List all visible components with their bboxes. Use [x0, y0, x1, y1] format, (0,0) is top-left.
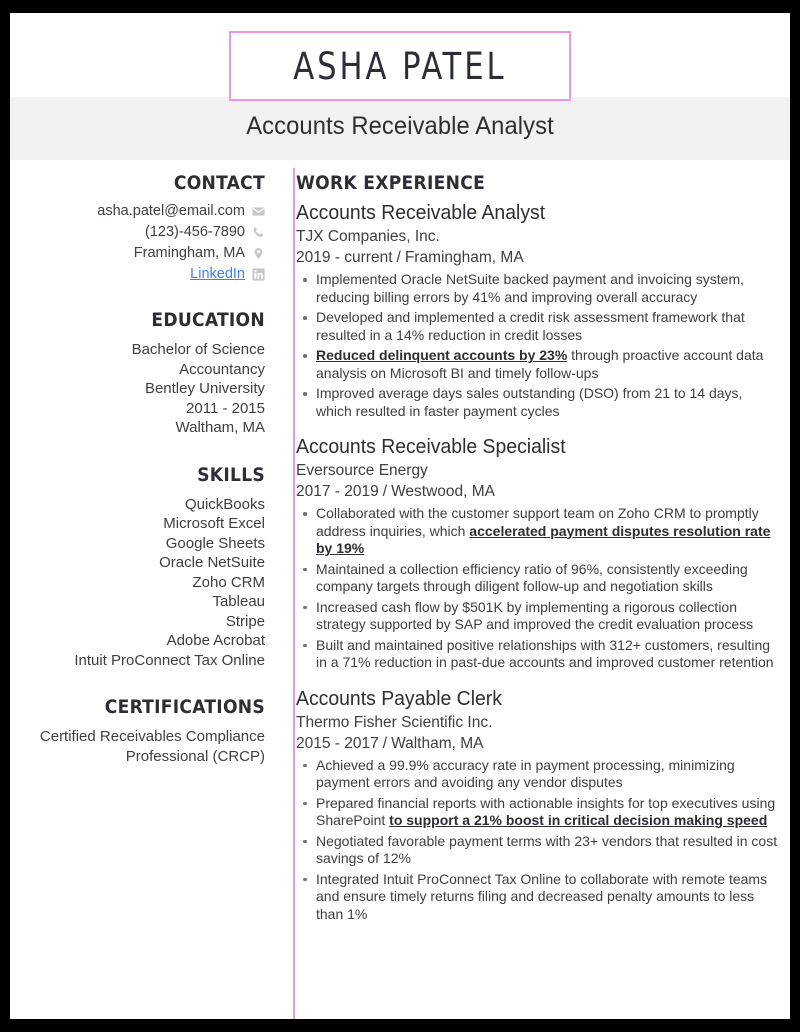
sidebar — [10, 172, 278, 792]
skill-item: Zoho CRM — [192, 573, 265, 591]
job-role: Accounts Receivable Analyst — [296, 202, 546, 224]
map-pin-icon — [252, 247, 265, 260]
job-bullet — [296, 871, 782, 924]
job-dates: 2017 - 2019 — [296, 483, 379, 500]
education-heading: EDUCATION — [151, 309, 265, 331]
skill-item: QuickBooks — [184, 495, 265, 513]
skill-item: Adobe Acrobat — [166, 632, 265, 649]
skills-heading: SKILLS — [197, 463, 265, 486]
bullet-emphasis: accelerated payment disputes resolution rate by 19% — [316, 522, 771, 556]
column-divider — [293, 168, 295, 1019]
bullet-text: Developed and implemented a credit risk assessment framework that resulted in a 14% reduction in credit losses — [316, 309, 745, 343]
job-location: Westwood, MA — [391, 483, 496, 500]
job-bullet — [296, 347, 782, 382]
contact-item-label: (123)-456-7890 — [145, 224, 245, 240]
job-bullet — [296, 561, 782, 596]
job-entry — [296, 686, 782, 924]
job-meta-separator: / — [396, 249, 401, 266]
job-entry — [296, 200, 782, 420]
education-line: Waltham, MA — [175, 419, 265, 436]
work-experience-heading: WORK EXPERIENCE — [296, 172, 486, 194]
skills-section — [10, 464, 265, 671]
bullet-text: Improved average days sales outstanding (DSO) from 21 to 14 days, which resulted in faster payment cycles — [316, 385, 743, 419]
candidate-job-title: Accounts Receivable Analyst — [246, 112, 554, 140]
contact-item-phone — [10, 224, 265, 241]
candidate-name: ASHA PATEL — [293, 44, 507, 88]
certification-item: Certified Receivables Compliance Professional (CRCP) — [39, 728, 265, 765]
contact-item-label[interactable] — [190, 266, 245, 283]
linkedin-icon — [252, 268, 265, 281]
certifications-section — [10, 696, 265, 766]
contact-section — [10, 172, 265, 283]
contact-item-label: Framingham, MA — [133, 245, 245, 261]
education-line: Accountancy — [179, 360, 265, 378]
job-location: Waltham, MA — [391, 734, 484, 752]
phone-icon — [252, 226, 265, 239]
envelope-icon — [252, 205, 265, 218]
job-company: TJX Companies, Inc. — [296, 228, 440, 245]
contact-heading: CONTACT — [173, 172, 265, 194]
job-meta — [296, 247, 782, 269]
education-line: 2011 - 2015 — [186, 399, 265, 417]
job-bullet — [296, 795, 782, 830]
job-bullet — [296, 637, 782, 672]
bullet-text: Implemented Oracle NetSuite backed payment and invoicing system, reducing billing errors by 41% and improving overall accuracy — [316, 271, 744, 305]
bullet-text: Negotiated favorable payment terms with 23+ vendors that resulted in cost savings of 12% — [316, 832, 778, 866]
job-company: Eversource Energy — [296, 462, 428, 479]
education-line: Bachelor of Science — [131, 341, 265, 358]
job-bullet — [296, 271, 782, 306]
job-meta — [296, 733, 782, 755]
contact-item-label: asha.patel@email.com — [97, 203, 245, 219]
skill-item: Stripe — [225, 612, 265, 630]
job-role: Accounts Receivable Specialist — [296, 436, 566, 458]
job-bullet — [296, 599, 782, 634]
contact-item-linkedin[interactable] — [10, 266, 265, 283]
job-company: Thermo Fisher Scientific Inc. — [296, 713, 493, 731]
job-bullet — [296, 757, 782, 792]
job-location: Framingham, MA — [404, 249, 524, 266]
job-meta-separator: / — [382, 483, 388, 500]
skill-item: Microsoft Excel — [163, 515, 265, 532]
resume-header — [10, 13, 790, 160]
job-bullet-list — [296, 757, 782, 924]
bullet-text: Achieved a 99.9% accuracy rate in payment processing, minimizing payment errors and avoiding any vendor disputes — [316, 756, 735, 790]
bullet-text: Maintained a collection efficiency ratio of 96%, consistently exceeding company targets through diligent follow-up and negotiation skills — [316, 560, 748, 594]
job-bullet — [296, 309, 782, 344]
bullet-text: through proactive account data analysis on Microsoft BI and timely follow-ups — [316, 347, 764, 381]
job-dates: 2015 - 2017 — [296, 734, 379, 752]
education-section — [10, 309, 265, 438]
job-bullet-list — [296, 505, 782, 672]
bullet-text: Increased cash flow by $501K by implementing a rigorous collection strategy supported by SAP and improved the credit evaluation process — [316, 598, 754, 632]
resume-body — [10, 160, 790, 937]
job-bullet-list — [296, 271, 782, 420]
resume-page — [10, 13, 790, 1019]
skill-item: Google Sheets — [165, 534, 265, 552]
skill-item: Oracle NetSuite — [159, 554, 265, 571]
name-box — [229, 31, 571, 101]
job-meta-separator: / — [382, 734, 388, 752]
job-meta — [296, 481, 782, 503]
job-bullet — [296, 385, 782, 420]
job-role: Accounts Payable Clerk — [296, 687, 502, 710]
bullet-emphasis: to support a 21% boost in critical decision making speed — [389, 812, 768, 828]
job-dates: 2019 - current — [296, 249, 393, 266]
bullet-text: Collaborated with the customer support team on Zoho CRM to promptly address inquiries, which — [316, 505, 759, 539]
main-column — [278, 172, 790, 937]
bullet-text: Integrated Intuit ProConnect Tax Online to collaborate with remote teams and ensure timely returns filing and decreased penalty amounts to less than 1% — [316, 870, 768, 922]
linkedin-link[interactable]: LinkedIn — [190, 266, 245, 282]
job-bullet — [296, 505, 782, 558]
job-entry — [296, 434, 782, 672]
certifications-heading: CERTIFICATIONS — [104, 696, 265, 718]
bullet-text: Prepared financial reports with actionable insights for top executives using SharePoint — [316, 794, 776, 828]
contact-item-envelope — [10, 203, 265, 220]
bullet-emphasis: Reduced delinquent accounts by 23% — [316, 347, 568, 363]
bullet-text: Built and maintained positive relationships with 312+ customers, resulting in a 71% reduction in past-due accounts and improved customer retention — [316, 636, 774, 670]
contact-item-map-pin — [10, 245, 265, 262]
skill-item: Intuit ProConnect Tax Online — [74, 651, 265, 669]
skill-item: Tableau — [212, 593, 265, 610]
education-line: Bentley University — [144, 380, 265, 397]
job-bullet — [296, 833, 782, 868]
